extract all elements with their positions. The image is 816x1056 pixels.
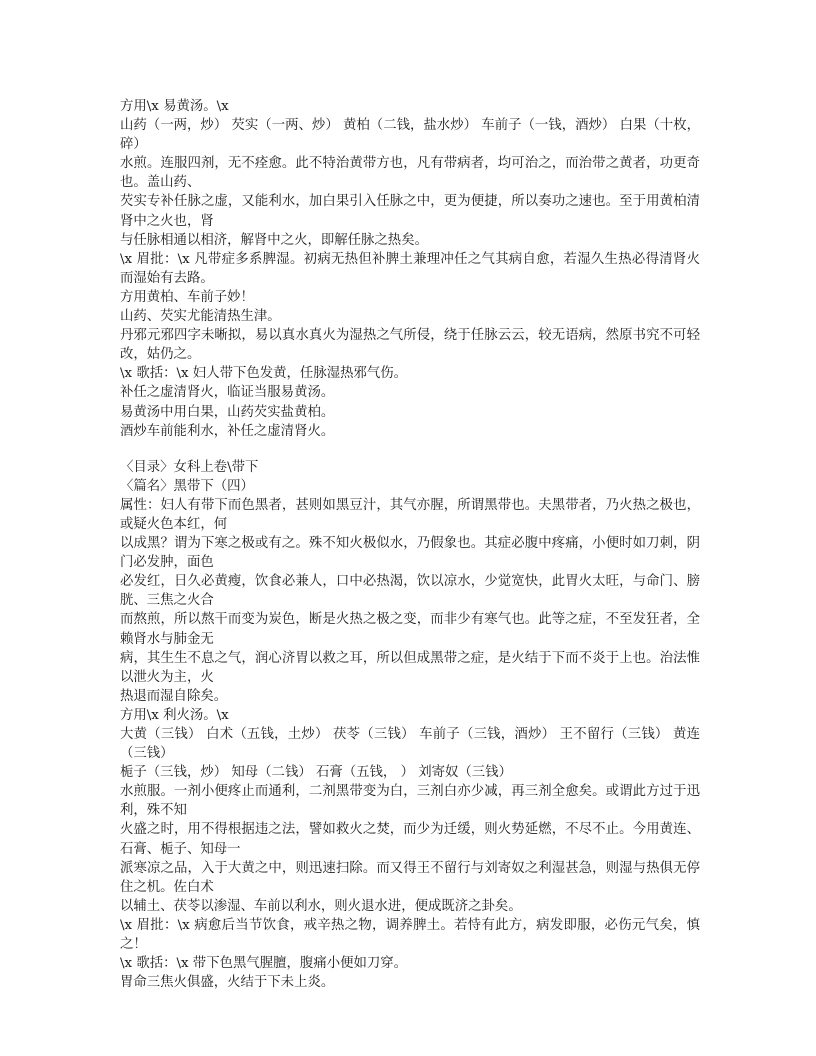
body-paragraph: 水煎服。一剂小便疼止而通利，二剂黑带变为白，三剂白亦少减，再三剂全愈矣。或谓此方过于迅利，殊不知	[120, 784, 700, 819]
body-paragraph: 与任脉相通以相济，解肾中之火，即解任脉之热矣。	[120, 232, 428, 248]
annotation-line: 丹邪元邪四字未晰拟，易以真水真火为湿热之气所侵，绕于任脉云云，较无语病，然原书究不可轻改，姑仍之。	[120, 328, 700, 363]
annotation-line: \x 眉批：\x 凡带症多系脾湿。初病无热但补脾土兼理冲任之气其病自愈，若湿久生热必得清肾火而湿始有去路。	[120, 251, 700, 286]
ingredients-line: 栀子（三钱，炒） 知母（二钱） 石膏（五钱， ） 刘寄奴（三钱）	[120, 765, 512, 781]
body-paragraph: 必发红，日久必黄瘦，饮食必兼人，口中必热渴，饮以凉水，少觉宽快，此胃火太旺，与命门、膀胱、三焦之火合	[120, 574, 700, 609]
body-paragraph: 属性：妇人有带下而色黑者，甚则如黑豆汁，其气亦腥，所谓黑带也。夫黑带者，乃火热之极也，或疑火色本红，何	[120, 497, 700, 532]
body-paragraph: 以辅土、茯苓以渗湿、车前以利水，则火退水进，便成既济之卦矣。	[120, 898, 522, 914]
body-paragraph: 水煎。连服四剂，无不痊愈。此不特治黄带方也，凡有带病者，均可治之，而治带之黄者，功更奇也。盖山药、	[120, 156, 700, 191]
ingredients-line: 山药（一两，炒） 芡实（一两、炒） 黄柏（二钱，盐水炒） 车前子（一钱，酒炒） 白果（十枚，碎）	[120, 118, 700, 153]
annotation-line: 方用黄柏、车前子妙！	[120, 289, 254, 305]
annotation-line: \x 眉批：\x 病愈后当节饮食，戒辛热之物，调养脾土。若恃有此方，病发即服，必伤元气矣，慎之！	[120, 917, 700, 953]
body-paragraph: 派寒凉之品，入于大黄之中，则迅速扫除。而又得王不留行与刘寄奴之利湿甚急，则湿与热俱无停住之机。佐白术	[120, 860, 700, 895]
verse-line: 胃命三焦火俱盛，火结于下未上炎。	[120, 975, 335, 991]
prescription-line: 方用\x 易黄汤。\x	[120, 99, 229, 114]
verse-line: \x 歌括：\x 妇人带下色发黄，任脉湿热邪气伤。	[120, 366, 408, 382]
body-paragraph: 热退而湿自除矣。	[120, 688, 228, 704]
ingredients-line: 大黄（三钱） 白术（五钱，土炒） 茯苓（三钱） 车前子（三钱，酒炒） 王不留行（三钱） 黄连（三钱）	[120, 727, 700, 762]
prescription-line: 方用\x 利火汤。\x	[120, 707, 229, 723]
catalog-heading: 〈目录〉女科上卷\带下	[120, 459, 259, 475]
body-paragraph: 以成黑？谓为下寒之极或有之。殊不知火极似水，乃假象也。其症必腹中疼痛，小便时如刀刺，阴门必发肿，面色	[120, 536, 700, 571]
verse-line: 补任之虚清肾火，临证当服易黄汤。	[120, 385, 335, 401]
verse-line: \x 歌括：\x 带下色黑气腥膻，腹痛小便如刀穿。	[120, 956, 408, 972]
body-paragraph: 而熬煎，所以熬干而变为炭色，断是火热之极之变，而非少有寒气也。此等之症，不至发狂者，全赖肾水与肺金无	[120, 612, 700, 647]
body-paragraph: 火盛之时，用不得根据违之法，譬如救火之焚，而少为迁缓，则火势延燃，不尽不止。今用黄连、石膏、栀子、知母一	[120, 822, 700, 857]
chapter-title: 〈篇名〉黑带下（四）	[120, 478, 254, 494]
document-page	[120, 97, 700, 992]
verse-line: 酒炒车前能利水，补任之虚清肾火。	[120, 423, 335, 439]
verse-line: 易黄汤中用白果，山药芡实盐黄柏。	[120, 404, 335, 420]
body-paragraph: 病，其生生不息之气，润心济胃以救之耳，所以但成黑带之症，是火结于下而不炎于上也。治法惟以泄火为主，火	[120, 650, 700, 685]
annotation-line: 山药、芡实尤能清热生津。	[120, 309, 281, 325]
body-paragraph: 芡实专补任脉之虚，又能利水，加白果引入任脉之中，更为便捷，所以奏功之速也。至于用黄柏清肾中之火也，肾	[120, 194, 700, 229]
section-gap	[120, 441, 700, 458]
